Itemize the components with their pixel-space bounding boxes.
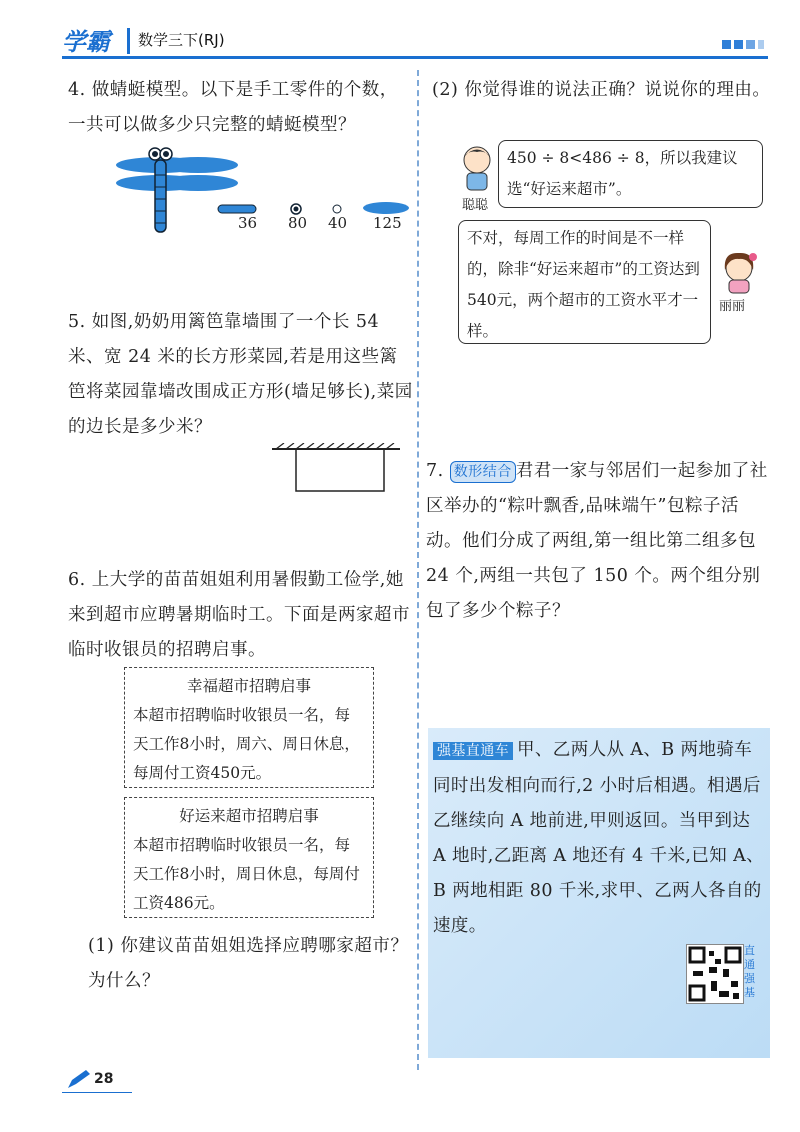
page-number: 28 bbox=[94, 1071, 114, 1087]
lili-speech: 不对，每周工作的时间是不一样的，除非“好运来超市”的工资达到540元，两个超市的工资水平才一样。 bbox=[458, 220, 711, 344]
footer-rule bbox=[62, 1092, 132, 1093]
book-subject: 数学三下(RJ) bbox=[138, 31, 225, 49]
garden-figure bbox=[272, 443, 402, 498]
header-rule bbox=[62, 56, 768, 59]
logo-divider bbox=[127, 28, 130, 54]
notice-haoyunlai bbox=[124, 797, 374, 918]
question-5-text: 5. 如图,奶奶用篱笆靠墙围了一个长 54 米、宽 24 米的长方形菜园,若是用这些篱笆将菜园靠墙改围成正方形(墙足够长),菜园的边长是多少米？ bbox=[68, 312, 413, 437]
pencil-icon bbox=[66, 1070, 92, 1090]
boy-name: 聪聪 bbox=[462, 198, 489, 213]
header-square bbox=[734, 40, 743, 49]
header-square bbox=[758, 40, 764, 49]
question-7-text: 君君一家与邻居们一起参加了社区举办的“粽叶飘香,品味端午”包粽子活动。他们分成了两组,第一组比第二组多包 24 个,两组一共包了 150 个。两个组分别包了多少个粽子？ bbox=[426, 461, 768, 621]
question-6-text: 6. 上大学的苗苗姐姐利用暑假勤工俭学,她来到超市应聘暑期临时工。下面是两家超市临时收银员的招聘启事。 bbox=[68, 570, 410, 660]
part-count-body: 36 bbox=[238, 214, 258, 232]
qr-label: 直通强基 bbox=[744, 944, 755, 999]
part-count-eye-small: 40 bbox=[328, 214, 348, 232]
girl-avatar bbox=[717, 248, 761, 294]
part-count-wing: 125 bbox=[373, 214, 402, 232]
part-count-eye-large: 80 bbox=[288, 214, 308, 232]
header-square bbox=[722, 40, 731, 49]
notice-haoyunlai-title: 好运来超市招聘启事 bbox=[179, 807, 319, 825]
dragonfly-icon bbox=[116, 148, 238, 232]
notice-xingfu-body: 本超市招聘临时收银员一名，每天工作8小时，周六、周日休息，每周付工资450元。 bbox=[133, 706, 360, 782]
column-divider bbox=[417, 70, 419, 1070]
notice-haoyunlai-body: 本超市招聘临时收银员一名，每天工作8小时，周日休息，每周付工资486元。 bbox=[133, 836, 360, 912]
notice-xingfu bbox=[124, 667, 374, 788]
question-6-part-2: (2) 你觉得谁的说法正确？说说你的理由。 bbox=[432, 80, 771, 100]
bonus-question bbox=[433, 733, 768, 944]
congcong-speech: 450 ÷ 8<486 ÷ 8，所以我建议选“好运来超市”。 bbox=[498, 140, 763, 208]
qr-code-icon[interactable] bbox=[686, 944, 744, 1004]
girl-name: 丽丽 bbox=[719, 299, 746, 314]
question-7 bbox=[426, 454, 771, 629]
bonus-question-text: 甲、乙两人从 A、B 两地骑车同时出发相向而行,2 小时后相遇。相遇后乙继续向 A 地前进,甲则返回。当甲到达 A 地时,乙距离 A 地还有 4 千米,已知 A、B 两地相距 80 千米,求甲、乙两人各自的速度。 bbox=[433, 740, 765, 936]
question-7-number: 7. bbox=[426, 461, 444, 481]
question-4-text: 4. 做蜻蜓模型。以下是手工零件的个数，一共可以做多少只完整的蜻蜓模型？ bbox=[68, 80, 398, 135]
bonus-tag: 强基直通车 bbox=[433, 742, 513, 760]
number-shape-tag: 数形结合 bbox=[450, 461, 516, 483]
boy-avatar bbox=[457, 142, 497, 192]
header-square bbox=[746, 40, 755, 49]
brand-logo: 学霸 bbox=[62, 28, 110, 56]
dragonfly-figure bbox=[110, 145, 410, 245]
notice-xingfu-title: 幸福超市招聘启事 bbox=[186, 677, 311, 695]
question-6-part-1: (1) 你建议苗苗姐姐选择应聘哪家超市？为什么？ bbox=[88, 936, 409, 991]
